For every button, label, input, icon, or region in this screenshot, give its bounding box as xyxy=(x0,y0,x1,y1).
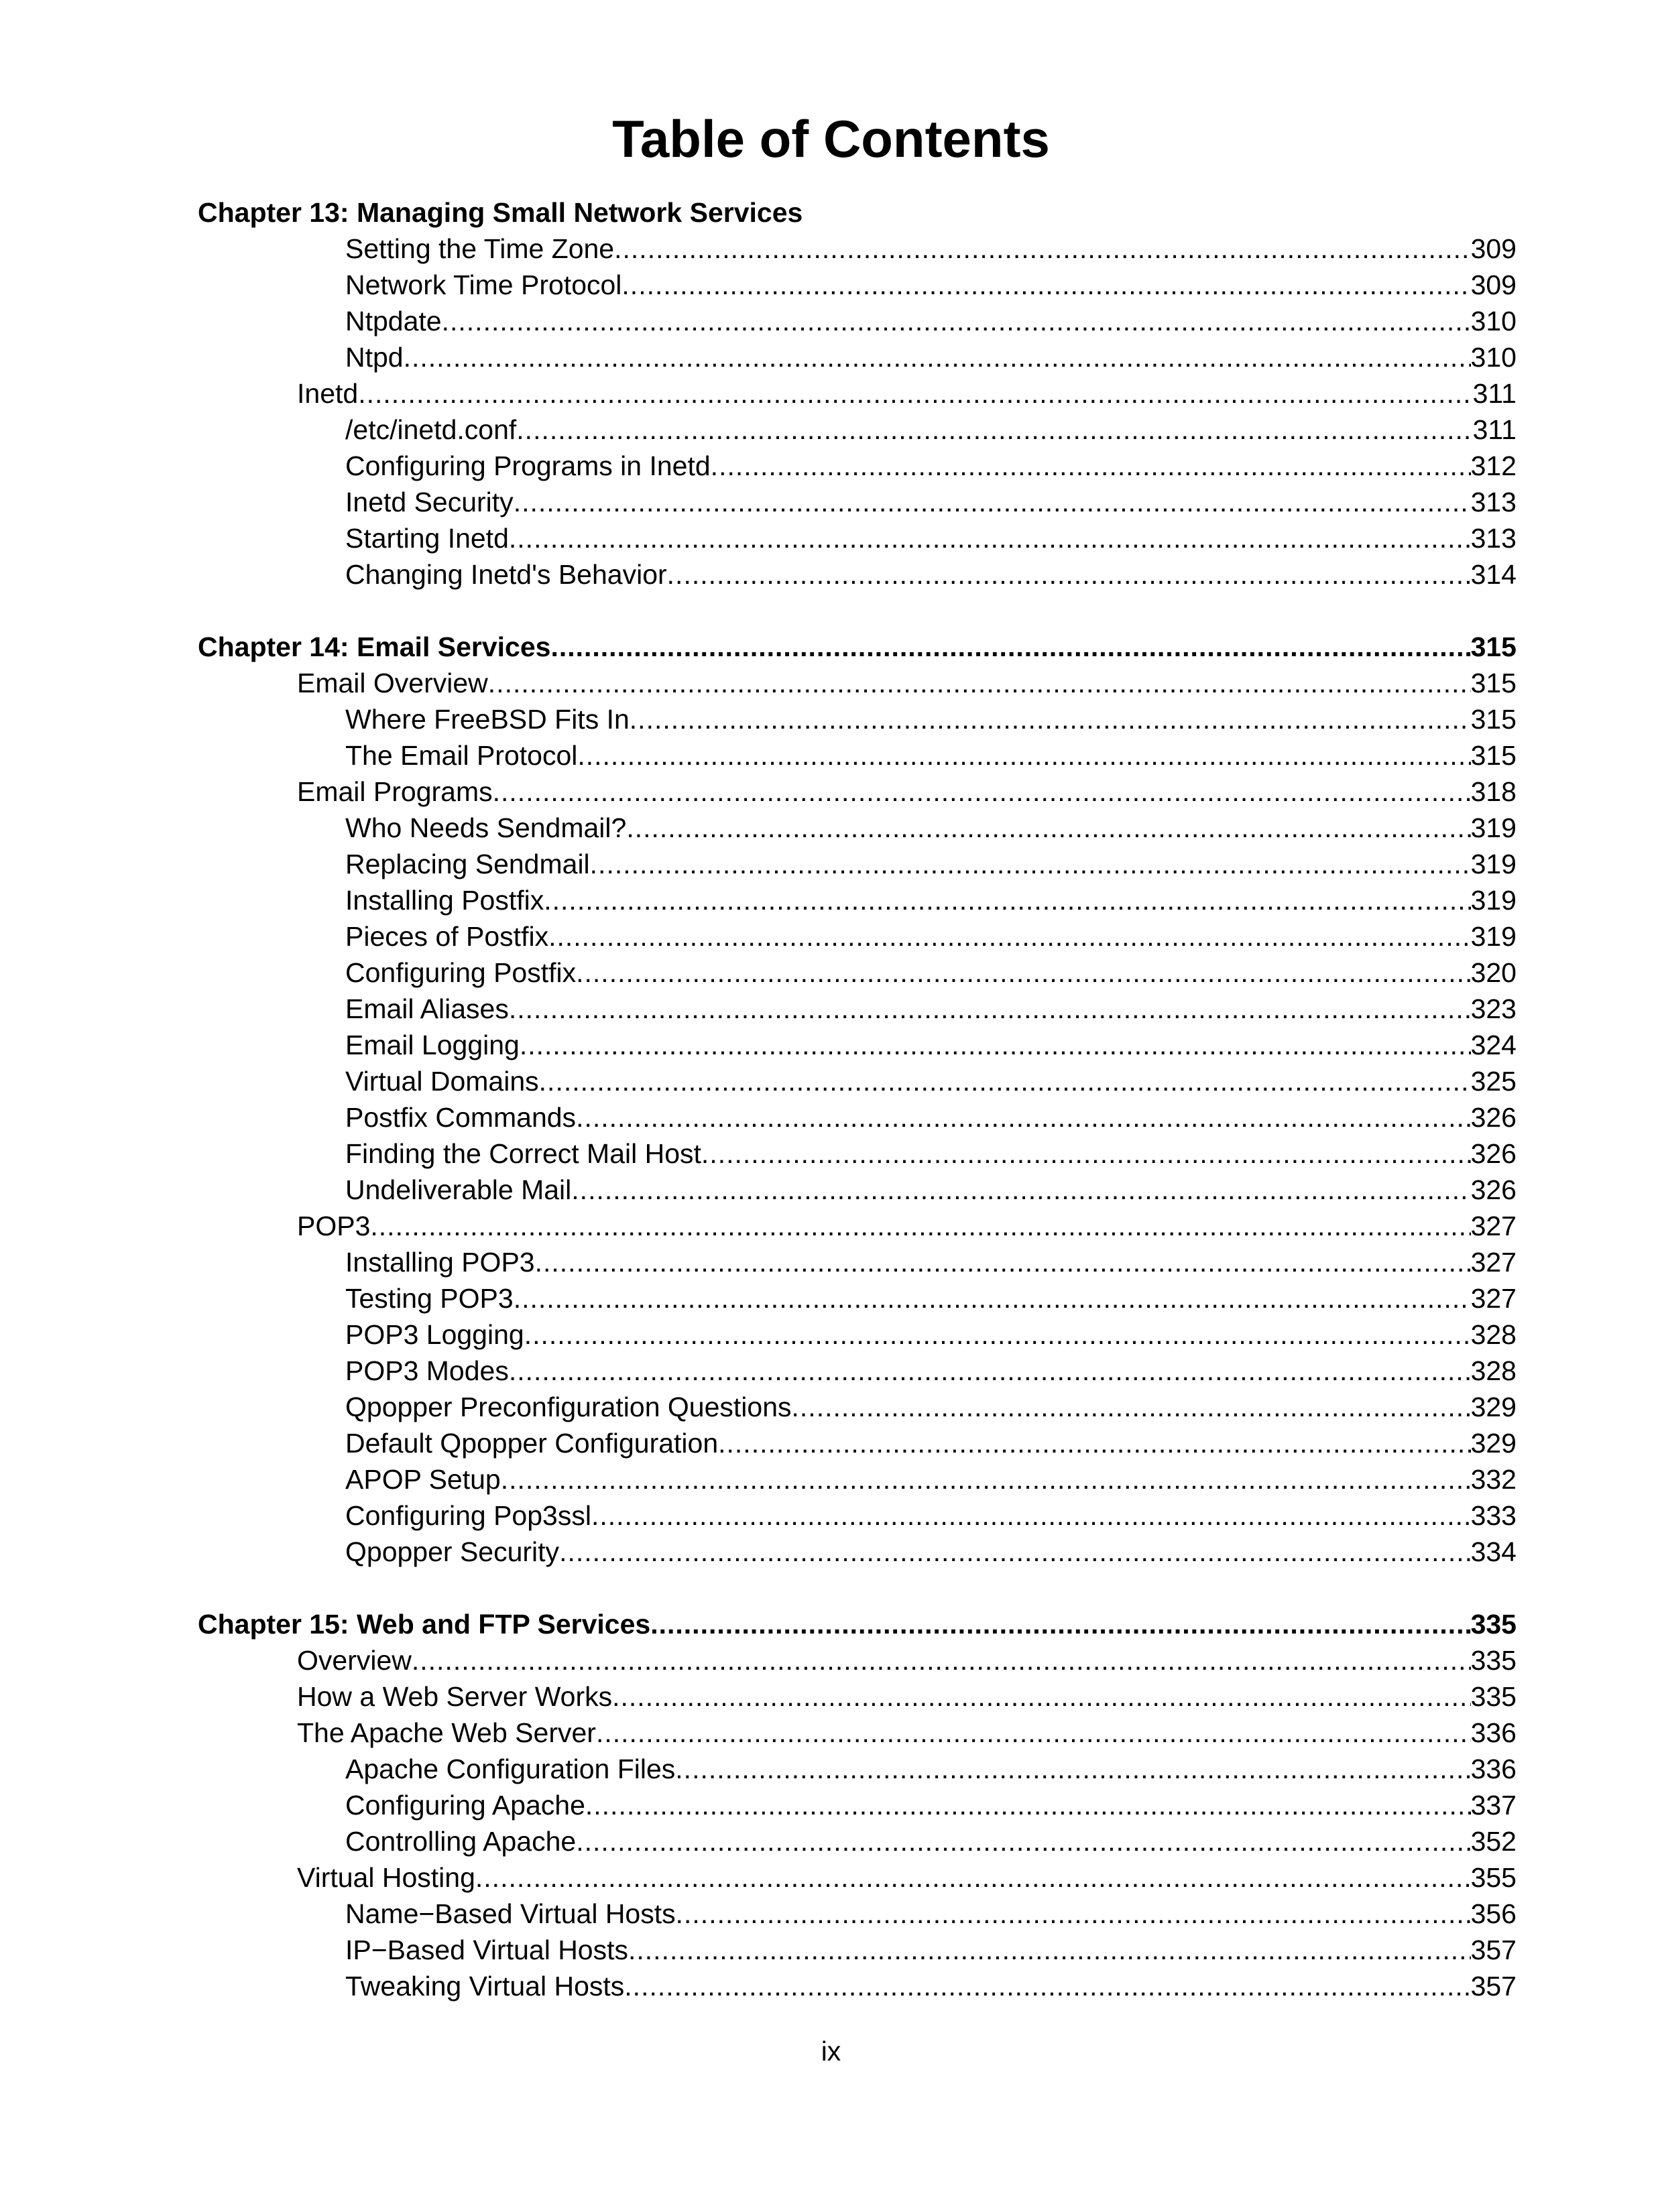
toc-entry-page: 352 xyxy=(1470,1826,1517,1857)
toc-entry-page: 319 xyxy=(1470,849,1517,879)
toc-entry-title: Testing POP3 xyxy=(345,1283,514,1314)
toc-entry-page: 334 xyxy=(1470,1536,1517,1567)
dot-leader xyxy=(585,1787,1471,1823)
toc-entry[interactable] xyxy=(297,665,1517,701)
toc-entry-page: 310 xyxy=(1470,342,1517,373)
toc-subentry[interactable] xyxy=(345,1968,1517,2004)
toc-entry-title: Installing POP3 xyxy=(345,1247,535,1278)
dot-leader xyxy=(524,1316,1471,1353)
toc-entry-page: 325 xyxy=(1470,1066,1517,1097)
toc-chapter[interactable] xyxy=(198,1606,1517,1642)
toc-entry-page: 315 xyxy=(1470,740,1517,771)
toc-entry-page: 356 xyxy=(1470,1898,1517,1929)
dot-leader xyxy=(493,774,1471,810)
dot-leader xyxy=(576,1823,1470,1859)
toc-entry-title: Chapter 14: Email Services xyxy=(198,631,551,662)
toc-entry-page: 327 xyxy=(1470,1283,1517,1314)
toc-subentry[interactable] xyxy=(345,955,1517,991)
toc-entry-title: POP3 Logging xyxy=(345,1319,524,1350)
toc-entry-title: Apache Configuration Files xyxy=(345,1754,676,1784)
dot-leader xyxy=(442,303,1471,339)
dot-leader xyxy=(650,1606,1470,1642)
dot-leader xyxy=(370,1208,1470,1244)
dot-leader xyxy=(509,520,1471,556)
dot-leader xyxy=(792,1389,1471,1425)
toc-subentry[interactable] xyxy=(345,1316,1517,1353)
toc-entry-page: 328 xyxy=(1470,1355,1517,1386)
toc-entry-title: The Apache Web Server xyxy=(297,1717,596,1748)
toc-entry-title: Starting Inetd xyxy=(345,523,509,554)
toc-subentry[interactable] xyxy=(345,991,1517,1027)
toc-subentry[interactable] xyxy=(345,1896,1517,1932)
dot-leader xyxy=(624,1968,1470,2004)
toc-subentry[interactable] xyxy=(345,1534,1517,1570)
dot-leader xyxy=(621,267,1470,303)
dot-leader xyxy=(711,448,1471,484)
toc-subentry[interactable] xyxy=(345,1280,1517,1316)
toc-entry[interactable] xyxy=(297,1859,1517,1896)
toc-entry-title: Qpopper Security xyxy=(345,1536,560,1567)
toc-entry-page: 323 xyxy=(1470,993,1517,1024)
dot-leader xyxy=(514,484,1471,520)
dot-leader xyxy=(404,339,1471,375)
toc-entry-page: 329 xyxy=(1470,1428,1517,1459)
toc-entry-page: 319 xyxy=(1470,921,1517,952)
toc-subentry[interactable] xyxy=(345,1099,1517,1135)
toc-entry[interactable] xyxy=(297,1208,1517,1244)
toc-entry-title: Email Overview xyxy=(297,668,488,698)
toc-entry-page: 357 xyxy=(1470,1934,1517,1965)
dot-leader xyxy=(520,1027,1471,1063)
toc-chapter[interactable] xyxy=(198,194,1517,231)
toc-entry-title: Inetd xyxy=(297,378,359,409)
toc-subentry[interactable] xyxy=(345,810,1517,846)
toc-entry-title: Who Needs Sendmail? xyxy=(345,812,627,843)
dot-leader xyxy=(667,556,1471,593)
toc-subentry[interactable] xyxy=(345,918,1517,955)
toc-subentry[interactable] xyxy=(345,1172,1517,1208)
toc-entry-title: Ntpd xyxy=(345,342,404,373)
toc-entry-page: 318 xyxy=(1470,776,1517,807)
toc-entry-title: Email Logging xyxy=(345,1030,520,1060)
toc-subentry[interactable] xyxy=(345,267,1517,303)
dot-leader xyxy=(535,1244,1471,1280)
toc-entry-page: 355 xyxy=(1470,1862,1517,1893)
toc-entry-title: Ntpdate xyxy=(345,306,442,336)
toc-subentry[interactable] xyxy=(345,1461,1517,1497)
toc-entry-page: 332 xyxy=(1470,1464,1517,1495)
toc-subentry[interactable] xyxy=(345,556,1517,593)
toc-subentry[interactable] xyxy=(345,1823,1517,1859)
toc-entry-title: Inetd Security xyxy=(345,487,514,517)
page-number: ix xyxy=(821,2036,841,2067)
toc-subentry[interactable] xyxy=(345,1063,1517,1099)
toc-subentry[interactable] xyxy=(345,882,1517,918)
toc-entry-page: 326 xyxy=(1470,1102,1517,1133)
toc-entry-page: 311 xyxy=(1472,378,1517,409)
toc-entry-title: Configuring Programs in Inetd xyxy=(345,450,711,481)
dot-leader xyxy=(591,1497,1471,1534)
toc-entry-page: 336 xyxy=(1470,1754,1517,1784)
toc-subentry[interactable] xyxy=(345,339,1517,375)
toc-entry-title: Setting the Time Zone xyxy=(345,233,615,264)
dot-leader xyxy=(544,882,1470,918)
toc-subentry[interactable] xyxy=(345,448,1517,484)
dot-leader xyxy=(576,955,1470,991)
toc-entry-page: 327 xyxy=(1470,1247,1517,1278)
toc-subentry[interactable] xyxy=(345,1135,1517,1172)
dot-leader xyxy=(509,991,1471,1027)
toc-entry-title: Pieces of Postfix xyxy=(345,921,549,952)
toc-entry-title: Virtual Domains xyxy=(345,1066,539,1097)
dot-leader xyxy=(548,918,1471,955)
toc-entry-title: Installing Postfix xyxy=(345,885,544,916)
toc-subentry[interactable] xyxy=(345,1425,1517,1461)
dot-leader xyxy=(550,629,1470,665)
toc-entry-title: Chapter 15: Web and FTP Services xyxy=(198,1609,651,1640)
dot-leader xyxy=(509,1353,1471,1389)
toc-subentry[interactable] xyxy=(345,231,1517,267)
toc-entry-title: Replacing Sendmail xyxy=(345,849,590,879)
dot-leader xyxy=(501,1461,1471,1497)
toc-entry-page: 327 xyxy=(1470,1211,1517,1241)
toc-entry-page: 335 xyxy=(1470,1609,1517,1640)
toc-entry-page: 312 xyxy=(1470,450,1517,481)
toc-entry-title: Configuring Postfix xyxy=(345,957,577,988)
page-title: Table of Contents xyxy=(612,109,1050,168)
toc-entry-page: 314 xyxy=(1470,559,1517,590)
toc-subentry[interactable] xyxy=(345,1353,1517,1389)
toc-subentry[interactable] xyxy=(345,1497,1517,1534)
toc-entry[interactable] xyxy=(297,1715,1517,1751)
dot-leader xyxy=(675,1751,1470,1787)
toc-entry-page: 313 xyxy=(1470,487,1517,517)
toc-entry-page: 326 xyxy=(1470,1138,1517,1169)
toc-chapter[interactable] xyxy=(198,629,1517,665)
dot-leader xyxy=(628,1932,1471,1968)
toc-entry-title: POP3 xyxy=(297,1211,371,1241)
toc-entry-title: Tweaking Virtual Hosts xyxy=(345,1971,625,2002)
toc-entry-page: 324 xyxy=(1470,1030,1517,1060)
dot-leader xyxy=(576,1099,1471,1135)
toc-entry-title: APOP Setup xyxy=(345,1464,501,1495)
toc-entry-title: Postfix Commands xyxy=(345,1102,577,1133)
toc-entry-page: 326 xyxy=(1470,1174,1517,1205)
toc-entry-page: 357 xyxy=(1470,1971,1517,2002)
dot-leader xyxy=(596,1715,1471,1751)
toc-entry-page: 309 xyxy=(1470,233,1517,264)
toc-entry-page: 313 xyxy=(1470,523,1517,554)
dot-leader xyxy=(412,1642,1471,1678)
toc-entry-page: 310 xyxy=(1470,306,1517,336)
toc-entry-title: Chapter 13: Managing Small Network Services xyxy=(198,197,803,228)
toc-entry-page: 315 xyxy=(1470,631,1517,662)
toc-entry-title: How a Web Server Works xyxy=(297,1681,613,1712)
toc-entry[interactable] xyxy=(297,375,1517,412)
toc-entry-title: POP3 Modes xyxy=(345,1355,509,1386)
dot-leader xyxy=(718,1425,1470,1461)
dot-leader xyxy=(612,1678,1470,1715)
toc-entry-page: 337 xyxy=(1470,1790,1517,1821)
toc-entry-page: 319 xyxy=(1470,812,1517,843)
toc-entry-title: Undeliverable Mail xyxy=(345,1174,572,1205)
toc-entry-page: 335 xyxy=(1470,1645,1517,1676)
toc-entry[interactable] xyxy=(297,1678,1517,1715)
toc-entry-page: 333 xyxy=(1470,1500,1517,1531)
toc-subentry[interactable] xyxy=(345,1751,1517,1787)
dot-leader xyxy=(358,375,1472,412)
toc-entry-page: 311 xyxy=(1472,414,1517,445)
toc-entry-title: Controlling Apache xyxy=(345,1826,577,1857)
dot-leader xyxy=(590,846,1471,882)
toc-subentry[interactable] xyxy=(345,1389,1517,1425)
dot-leader xyxy=(539,1063,1471,1099)
toc-entry-page: 328 xyxy=(1470,1319,1517,1350)
dot-leader xyxy=(626,810,1470,846)
toc-entry-title: /etc/inetd.conf xyxy=(345,414,517,445)
toc-entry-title: Name−Based Virtual Hosts xyxy=(345,1898,676,1929)
toc-entry-title: Email Programs xyxy=(297,776,493,807)
toc-subentry[interactable] xyxy=(345,484,1517,520)
toc-subentry[interactable] xyxy=(345,412,1517,448)
toc-entry-title: Virtual Hosting xyxy=(297,1862,475,1893)
dot-leader xyxy=(630,701,1471,737)
toc-entry-title: Overview xyxy=(297,1645,412,1676)
toc-entry-title: Default Qpopper Configuration xyxy=(345,1428,719,1459)
dot-leader xyxy=(514,1280,1471,1316)
toc-entry-title: IP−Based Virtual Hosts xyxy=(345,1934,628,1965)
toc-subentry[interactable] xyxy=(345,1787,1517,1823)
toc-entry-page: 335 xyxy=(1470,1681,1517,1712)
toc-subentry[interactable] xyxy=(345,1027,1517,1063)
toc-entry[interactable] xyxy=(297,1642,1517,1678)
toc-subentry[interactable] xyxy=(345,846,1517,882)
toc-entry-title: Email Aliases xyxy=(345,993,509,1024)
dot-leader xyxy=(701,1135,1471,1172)
dot-leader xyxy=(559,1534,1471,1570)
dot-leader xyxy=(571,1172,1470,1208)
toc-entry-title: Configuring Apache xyxy=(345,1790,585,1821)
toc-entry-title: Finding the Correct Mail Host xyxy=(345,1138,701,1169)
dot-leader xyxy=(516,412,1472,448)
toc-entry-title: Qpopper Preconfiguration Questions xyxy=(345,1392,792,1422)
dot-leader xyxy=(475,1859,1471,1896)
dot-leader xyxy=(614,231,1470,267)
dot-leader xyxy=(577,737,1470,774)
dot-leader xyxy=(676,1896,1471,1932)
toc-entry-page: 315 xyxy=(1470,704,1517,735)
toc-subentry[interactable] xyxy=(345,701,1517,737)
toc-entry-page: 320 xyxy=(1470,957,1517,988)
toc-entry-title: Configuring Pop3ssl xyxy=(345,1500,591,1531)
toc-entry-title: Changing Inetd's Behavior xyxy=(345,559,667,590)
toc-entry-page: 329 xyxy=(1470,1392,1517,1422)
toc-entry-page: 336 xyxy=(1470,1717,1517,1748)
toc-subentry[interactable] xyxy=(345,1244,1517,1280)
toc-subentry[interactable] xyxy=(345,1932,1517,1968)
toc-subentry[interactable] xyxy=(345,737,1517,774)
dot-leader xyxy=(488,665,1471,701)
toc-entry-title: Where FreeBSD Fits In xyxy=(345,704,630,735)
toc-entry-page: 319 xyxy=(1470,885,1517,916)
toc-entry-page: 309 xyxy=(1470,269,1517,300)
toc-entry-page: 315 xyxy=(1470,668,1517,698)
toc-subentry[interactable] xyxy=(345,303,1517,339)
toc-subentry[interactable] xyxy=(345,520,1517,556)
toc-entry[interactable] xyxy=(297,774,1517,810)
toc-entry-title: Network Time Protocol xyxy=(345,269,622,300)
toc-entry-title: The Email Protocol xyxy=(345,740,578,771)
